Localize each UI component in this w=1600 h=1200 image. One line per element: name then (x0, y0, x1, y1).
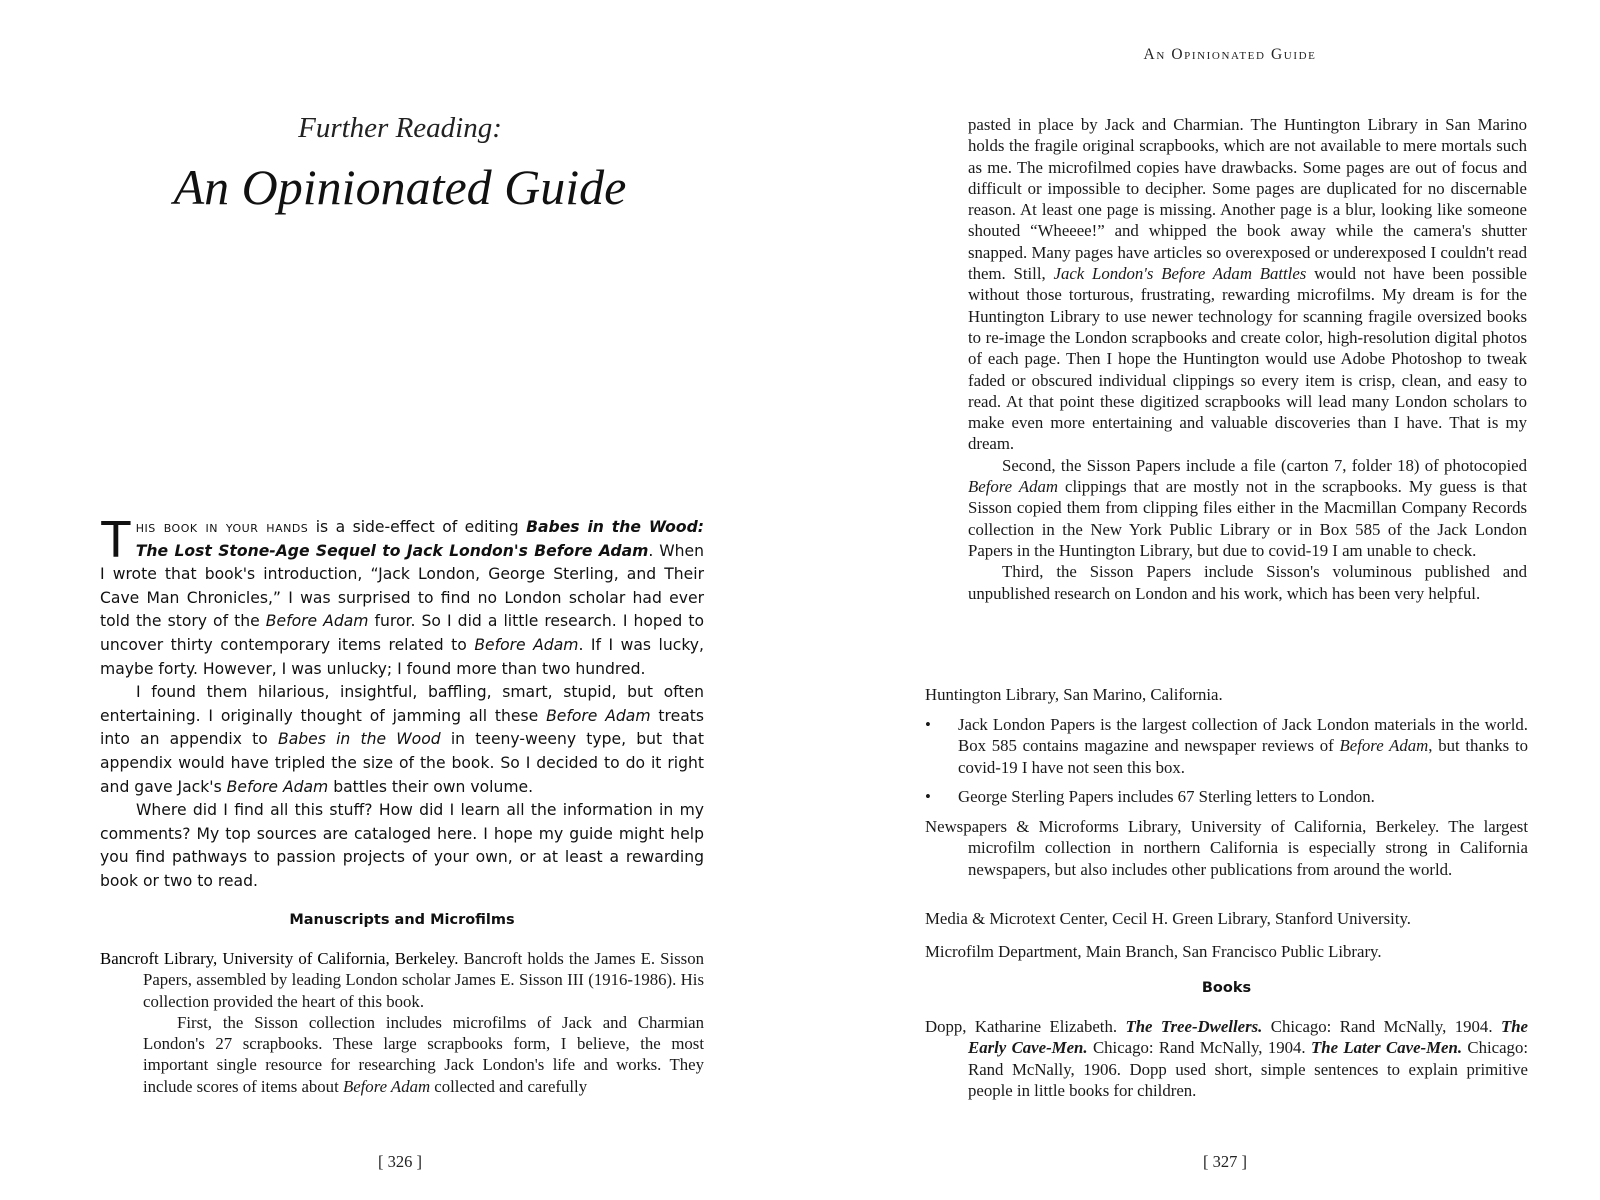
text-run: includes 67 Sterling letters to London. (1113, 787, 1375, 806)
bullet-icon: • (925, 715, 931, 734)
section-heading-books: Books (1201, 980, 1252, 996)
bullet-jack-london-papers (925, 714, 1528, 778)
text-run: Chicago: Rand McNally, 1904. (1262, 1017, 1501, 1036)
bullet-text (958, 714, 1528, 778)
running-head: An Opinionated Guide (1143, 46, 1317, 63)
entry-heading: Dopp, Katharine Elizabeth. (925, 1017, 1118, 1036)
book-title: Before Adam (265, 612, 369, 631)
lead-in-smallcaps: his book in your hands (135, 518, 309, 536)
text-run: collected and carefully (430, 1076, 588, 1096)
entry-media-microtext (925, 908, 1528, 929)
text-run: The largest microfilm collection in northern California is especially strong in California newspapers, but also includes other publications from around the world. (968, 817, 1528, 879)
entry-bancroft-main (100, 948, 704, 1012)
bullet-george-sterling-papers (925, 786, 1528, 807)
intro-paragraph-2 (100, 681, 704, 799)
text-run: Chicago: Rand McNally, 1906. Dopp used short, simple sentences to explain primitive people in little books for children. (968, 1038, 1528, 1100)
entry-main (925, 1016, 1528, 1101)
book-title: Jack London's Before Adam Battles (1053, 264, 1307, 284)
entry-heading: Microfilm Department, Main Branch, San Francisco Public Library. (925, 942, 1382, 961)
text-run: clippings that are mostly not in the scrapbooks. My guess is that Sisson copied them from clipping files either in the Macmillan Company Records collection in the New York Public Library or in Box 585 of the Jack London Papers in the Huntington Library, but due to covid-19 I am unable to check. (968, 477, 1527, 560)
intro-paragraph-3: Where did I find all this stuff? How did I learn all the information in my comments? My top sources are cataloged here. I hope my guide might help you find pathways to passion projects of your own, or at least a rewarding book or two to read. (100, 801, 704, 890)
continuation-paragraph-3: Third, the Sisson Papers include Sisson's voluminous published and unpublished research on London and his work, which has been very helpful. (968, 562, 1527, 603)
entry-sfpl-microfilm (925, 941, 1528, 962)
book-title: The Tree-Dwellers. (1125, 1017, 1263, 1036)
book-title: Before Adam (1339, 736, 1429, 756)
text-run: battles their own volume. (328, 777, 534, 796)
entry-bancroft (100, 948, 704, 1097)
bancroft-continuation (968, 114, 1527, 604)
text-run: is the largest collection of Jack London materials in the world. Box 585 contains magazine and newspaper reviews of (958, 715, 1528, 756)
entry-heading: Huntington Library, San Marino, California. (925, 685, 1223, 704)
text-run: Second, the Sisson Papers include a file (carton 7, folder 18) of photocopied (1002, 455, 1527, 475)
text-run: Chicago: Rand McNally, 1904. (1087, 1038, 1311, 1058)
entry-main (925, 816, 1528, 880)
book-title: Before Adam (546, 706, 651, 725)
page-number-left: [ 326 ] (378, 1152, 422, 1171)
chapter-title: An Opinionated Guide (173, 159, 627, 215)
collection-name: George Sterling Papers (958, 787, 1114, 806)
text-run: , but thanks to covid-19 I have not seen this box. (958, 736, 1529, 777)
intro-paragraph-1 (100, 511, 704, 681)
text-run: . When I wrote that book's introduction, “Jack London, George Sterling, and Their Cave Man Chronicles,” I was surprised to find no London scholar had ever told the story of the (100, 541, 704, 631)
bullet-icon: • (925, 787, 931, 806)
drop-cap: T (100, 511, 132, 569)
entry-heading: Bancroft Library, University of California, Berkeley. (100, 949, 459, 968)
bullet-text (958, 786, 1528, 807)
entry-heading: Newspapers & Microforms Library, University of California, Berkeley. (925, 817, 1440, 836)
text-run: in teeny-weeny type, but that appendix would have tripled the size of the book. So I decided to do it right and gave Jack's (100, 730, 704, 796)
entry-dopp (925, 1016, 1528, 1101)
section-heading-manuscripts: Manuscripts and Microfilms (289, 912, 515, 928)
text-run: First, the Sisson collection includes microfilms of Jack and Charmian London's 27 scrapbooks. These large scrapbooks form, I believe, the most important single resource for researching Jack London's life and works. They include scores of items about (143, 1012, 704, 1096)
entry-bancroft-continued (100, 1012, 704, 1097)
entry-heading: Media & Microtext Center, Cecil H. Green Library, Stanford University. (925, 909, 1411, 928)
page-number-right: [ 327 ] (1203, 1152, 1247, 1171)
text-run: treats into an appendix to (100, 706, 704, 749)
text-run: I found them hilarious, insightful, baffling, smart, stupid, but often entertaining. I originally thought of jamming all these (100, 683, 704, 725)
text-run: is a side-effect of editing (308, 518, 527, 536)
intro-text (100, 511, 704, 894)
entry-huntington (925, 684, 1528, 705)
book-title: Before Adam (342, 1076, 431, 1096)
book-title: Before Adam (474, 635, 579, 654)
text-run: . If I was lucky, maybe forty. However, I was unlucky; I found more than two hundred. (100, 635, 704, 678)
chapter-kicker: Further Reading: (298, 112, 502, 144)
book-title: Babes in the Wood (278, 730, 441, 749)
collection-name: Jack London Papers (958, 715, 1095, 734)
book-title: The Later Cave-Men. (1310, 1038, 1463, 1058)
book-title: Before Adam (226, 777, 329, 796)
continuation-paragraph-2 (968, 455, 1527, 561)
book-title: The Early Cave-Men. (968, 1017, 1528, 1058)
text-run: Bancroft holds the James E. Sisson Papers, assembled by leading London scholar James E. Sisson III (1916-1986). His collection provided the heart of this book. (143, 949, 704, 1011)
continuation-paragraph-1 (968, 114, 1527, 455)
text-run: would not have been possible without those torturous, frustrating, rewarding microfilms. My dream is for the Huntington Library to use newer technology for scanning fragile oversized books to re-image the London scrapbooks and create color, high-resolution digital photos of each page. Then I hope the Huntington would use Adobe Photoshop to tweak faded or obscured individual clippings so every item is crisp, clean, and easy to read. At that point these digitized scrapbooks will lead many London scholars to make even more entertaining and valuable discoveries than I have. That is my dream. (968, 264, 1527, 454)
book-title: Babes in the Wood: The Lost Stone-Age Sequel to Jack London's Before Adam (135, 518, 704, 560)
text-run: pasted in place by Jack and Charmian. The Huntington Library in San Marino holds the fragile original scrapbooks, which are not available to mere mortals such as me. The microfilmed copies have drawbacks. Some pages are out of focus and difficult or impossible to decipher. Some pages are duplicated for no discernable reason. At least one page is missing. Another page is a blur, looking like someone shouted “Wheeee!” and whipped the book away while the camera's shutter snapped. Many pages have articles so overexposed or underexposed I couldn't read them. Still, (968, 115, 1527, 284)
book-title: Before Adam (968, 477, 1058, 497)
text-run: furor. So I did a little research. I hoped to uncover thirty contemporary items related to (100, 612, 704, 654)
entry-newspapers-microforms (925, 816, 1528, 880)
